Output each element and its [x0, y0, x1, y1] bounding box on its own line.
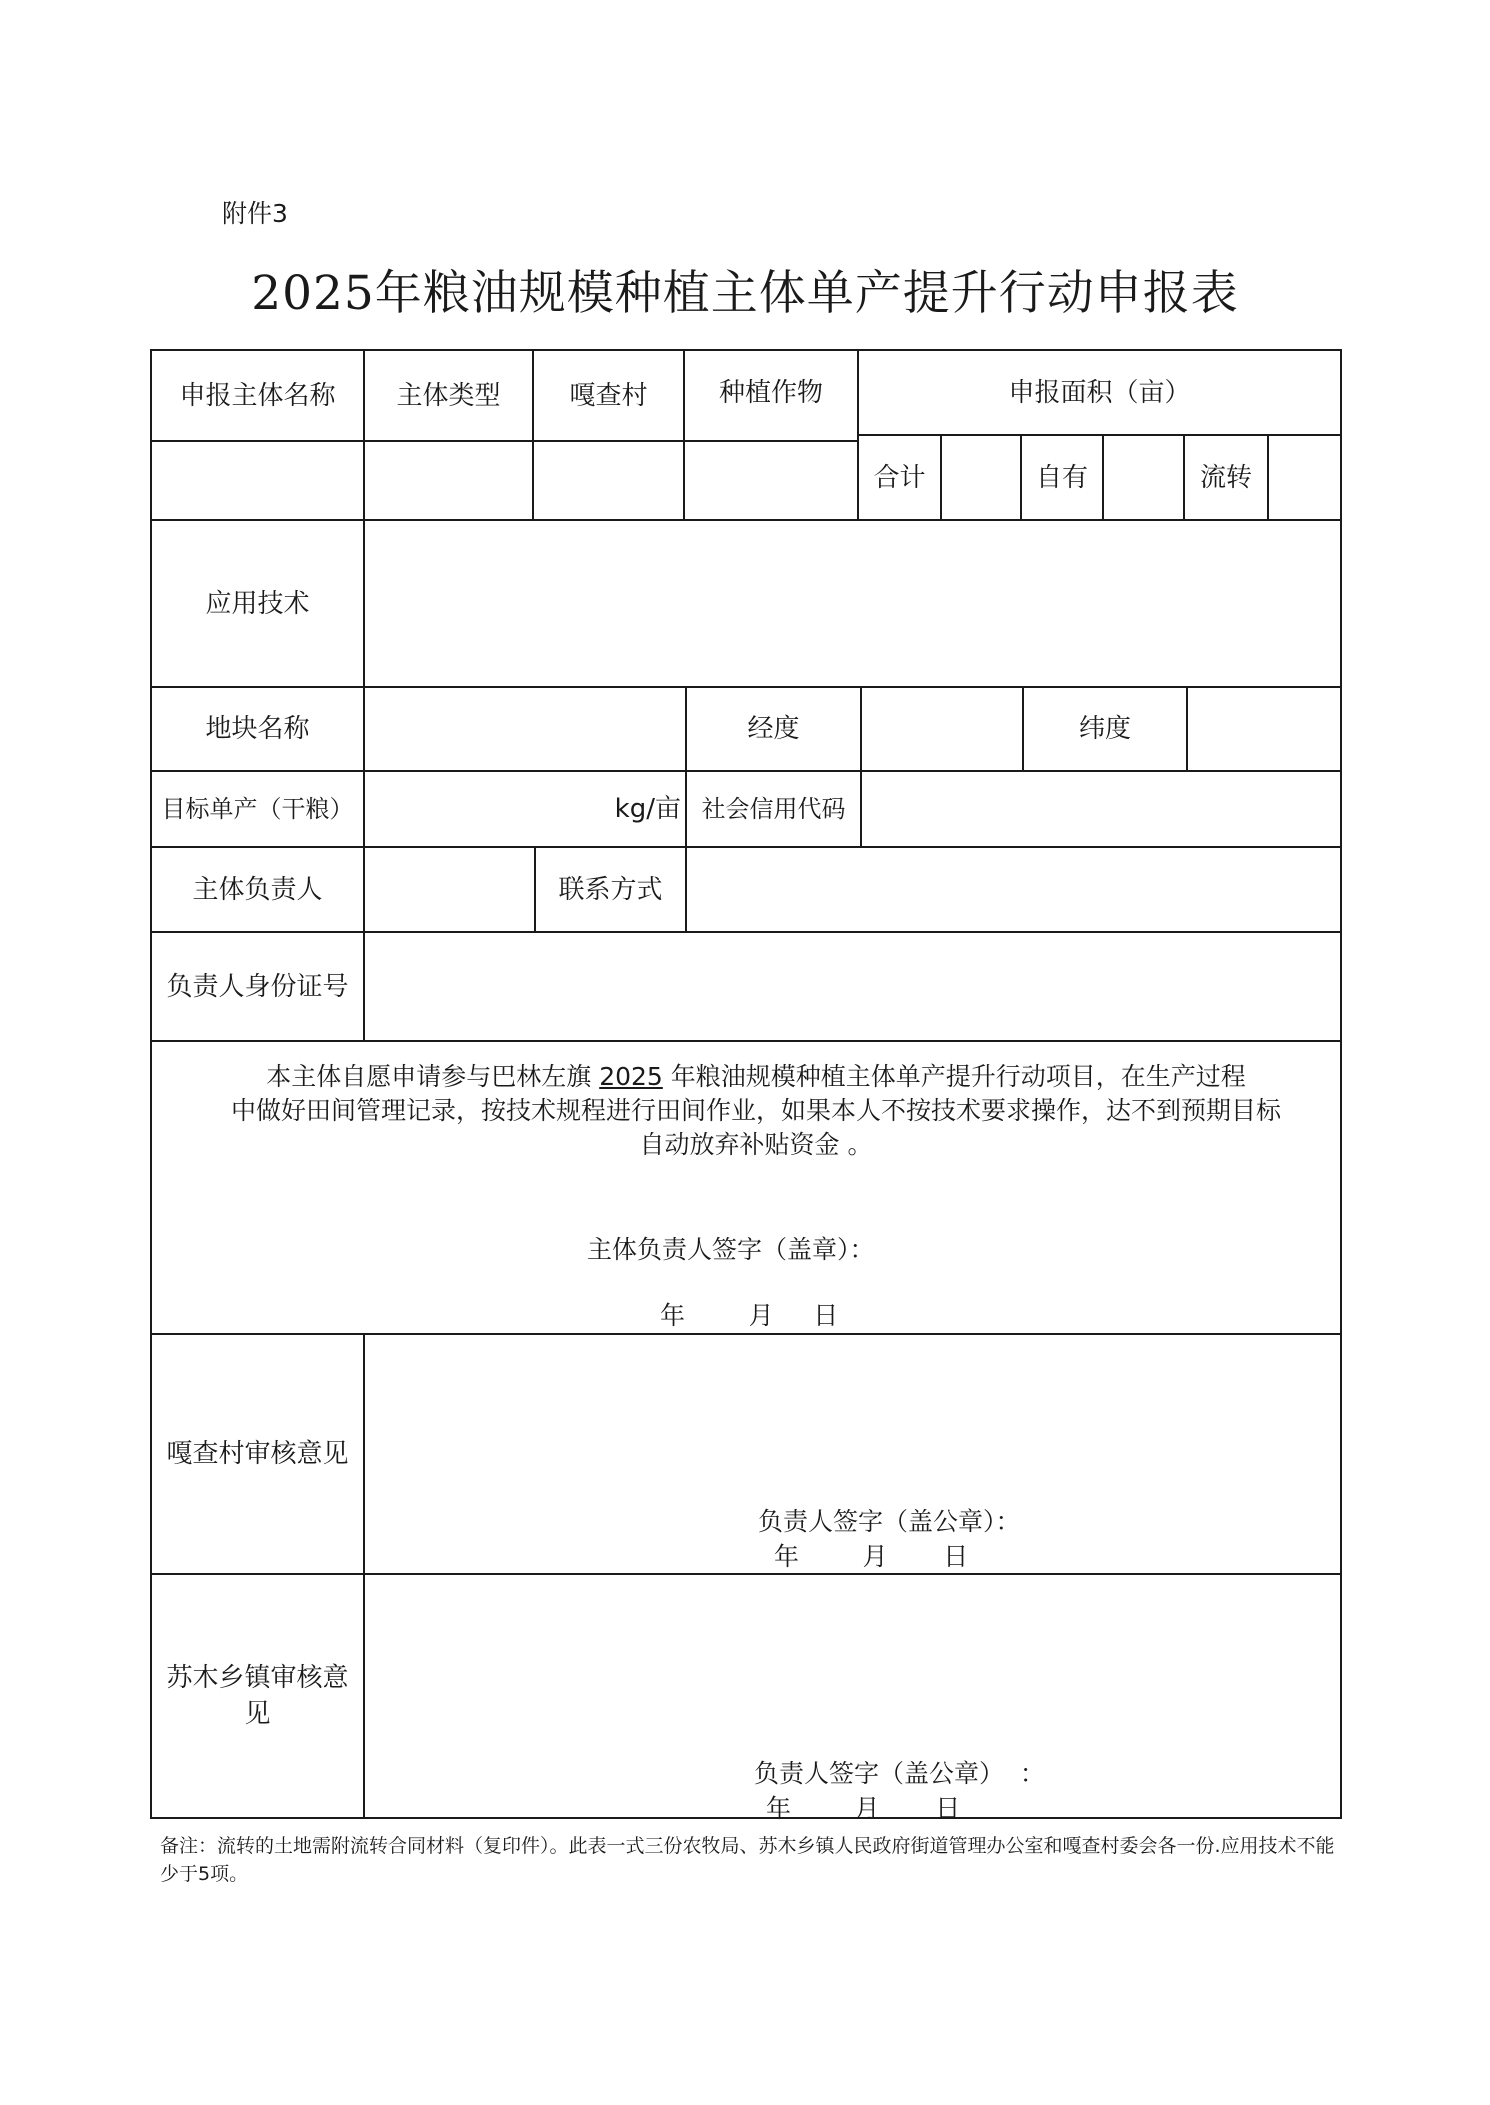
technology-label: 应用技术: [205, 588, 310, 619]
credit-code-label: 社会信用代码: [701, 795, 846, 823]
owned-area-input[interactable]: [1104, 436, 1183, 519]
principal-label: 主体负责人: [192, 874, 323, 905]
header-crop: 种植作物: [718, 377, 823, 408]
crop-input[interactable]: [685, 436, 857, 519]
pledge-line-2: 中做好田间管理记录，按技术规程进行田间作业，如果本人不按技术要求操作，达不到预期目标: [230, 1096, 1281, 1125]
pledge-line-1: [172, 1060, 1340, 1094]
town-review-label-text: 苏木乡镇审核意见: [166, 1663, 349, 1729]
header-area: 申报面积（亩）: [1008, 377, 1191, 408]
row-divider: [150, 1040, 1342, 1042]
pledge-year: 2025: [599, 1062, 663, 1091]
header-entity-name: 申报主体名称: [179, 380, 336, 411]
entity-name-input[interactable]: [152, 442, 363, 519]
form-border-bottom: [150, 1817, 1342, 1819]
yield-unit: kg/亩: [614, 794, 681, 824]
total-area-input[interactable]: [942, 436, 1020, 519]
pledge-line-1-start: 本主体自愿申请参与巴林左旗: [266, 1062, 592, 1091]
village-review-label: 嘎查村审核意见: [166, 1439, 349, 1469]
attachment-label: 附件3: [222, 199, 288, 228]
town-review-label: [152, 1575, 363, 1817]
longitude-label: 经度: [747, 714, 800, 744]
longitude-input[interactable]: [862, 688, 1022, 770]
transferred-area-input[interactable]: [1269, 436, 1340, 519]
target-yield-input[interactable]: [365, 772, 685, 846]
header-transferred: 流转: [1199, 462, 1252, 493]
target-yield-label: 目标单产（干粮）: [161, 795, 354, 823]
entity-type-input[interactable]: [365, 442, 532, 519]
contact-input[interactable]: [687, 848, 1340, 931]
header-owned: 自有: [1035, 462, 1088, 493]
header-entity-type: 主体类型: [396, 380, 501, 411]
pledge-text: [172, 1060, 1340, 1162]
pledge-line-3: 自动放弃补贴资金 。: [639, 1130, 873, 1159]
plot-name-label: 地块名称: [205, 714, 310, 744]
town-signature-label: 负责人签字（盖公章） ：: [754, 1759, 1045, 1788]
footnote: 备注：流转的土地需附流转合同材料（复印件）。此表一式三份农牧局、苏木乡镇人民政府街道管理办公室和嘎查村委会各一份.应用技术不能少于5项。: [160, 1835, 1335, 1885]
pledge-line-1-end: 年粮油规模种植主体单产提升行动项目，在生产过程: [670, 1062, 1246, 1091]
form-border-right: [1340, 349, 1342, 1819]
principal-input[interactable]: [365, 848, 534, 931]
id-number-label: 负责人身份证号: [166, 971, 349, 1002]
header-total: 合计: [873, 462, 926, 493]
id-number-input[interactable]: [365, 933, 1340, 1040]
technology-input[interactable]: [365, 521, 1340, 686]
village-signature-date: 年 月 日: [774, 1542, 969, 1571]
plot-name-input[interactable]: [365, 688, 685, 770]
village-signature-label: 负责人签字（盖公章）：: [758, 1507, 1021, 1536]
contact-label: 联系方式: [558, 874, 663, 905]
principal-signature-label: 主体负责人签字（盖章）：: [587, 1235, 875, 1264]
header-village: 嘎查村: [569, 380, 648, 411]
principal-signature-date: 年 月 日: [660, 1301, 839, 1330]
village-input[interactable]: [534, 442, 683, 519]
town-signature-date: 年 月 日: [766, 1794, 961, 1823]
latitude-label: 纬度: [1078, 714, 1131, 744]
form-title: 2025年粮油规模种植主体单产提升行动申报表: [251, 266, 1239, 321]
latitude-input[interactable]: [1188, 688, 1340, 770]
credit-code-input[interactable]: [862, 772, 1340, 846]
